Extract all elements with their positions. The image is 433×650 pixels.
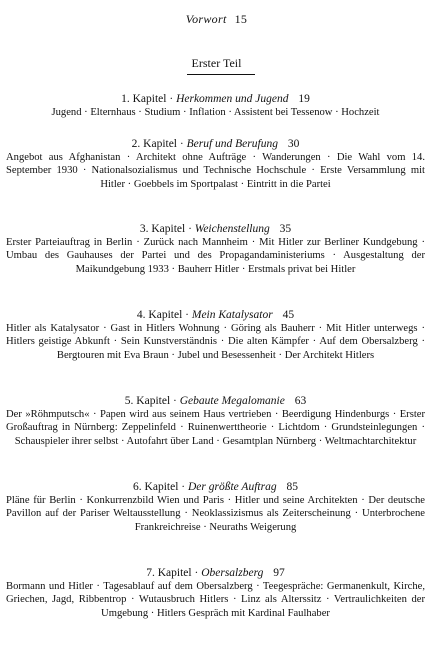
chapter-label: 4. Kapitel · — [136, 309, 189, 321]
chapter-page: 97 — [273, 567, 285, 579]
chapter-entry-6 — [6, 480, 425, 534]
chapter-page: 30 — [287, 138, 300, 150]
chapter-page: 19 — [298, 93, 310, 105]
chapter-title: Beruf und Berufung — [186, 138, 278, 150]
chapter-label: 7. Kapitel · — [146, 567, 199, 579]
chapter-entry-1 — [6, 92, 425, 119]
chapter-page: 45 — [282, 309, 295, 321]
chapter-heading — [6, 222, 425, 236]
running-head-title: Vorwort — [185, 12, 227, 26]
chapter-topics: Erster Parteiauftrag in Berlin · Zurück nach Mannheim · Mit Hitler zur Berliner Kundgebung · Umbau des Gauhauses der Partei und des Propagandaministeriums · Ausgestaltung der Maikundgebung 1933 · Bauherr Hitler · Erstmals privat bei Hitler — [6, 237, 425, 275]
chapter-topics: Angebot aus Afghanistan · Architekt ohne Aufträge · Wanderungen · Die Wahl vom 14. September 1930 · Nationalsozialismus und Technische Hochschule · Erste Versammlung mit Hitler · Goebbels im Sportpalast · Eintritt in die Partei — [6, 152, 425, 190]
chapter-label: 1. Kapitel · — [121, 93, 174, 105]
chapter-label: 6. Kapitel · — [133, 481, 186, 493]
running-head — [0, 12, 433, 27]
chapter-entry-5 — [6, 394, 425, 448]
chapter-topics: Pläne für Berlin · Konkurrenzbild Wien und Paris · Hitler und seine Architekten · Der deutsche Pavillon auf der Pariser Weltausstellung · Neoklassizismus als Zeiterscheinung · Unterbrochene Frankreichreise · Neuraths Weigerung — [6, 495, 425, 533]
chapter-entry-4 — [6, 308, 425, 362]
chapter-label: 5. Kapitel · — [124, 395, 177, 407]
chapter-heading — [6, 394, 425, 408]
chapter-heading — [6, 137, 425, 151]
chapter-title: Obersalzberg — [201, 567, 264, 579]
chapter-label: 2. Kapitel · — [131, 138, 184, 150]
chapter-title: Weichenstellung — [194, 223, 270, 235]
part-title-text: Erster Teil — [191, 56, 242, 70]
chapter-page: 35 — [279, 223, 292, 235]
chapter-heading — [6, 480, 425, 494]
chapter-title: Herkommen und Jugend — [176, 93, 289, 105]
chapter-entry-3 — [6, 222, 425, 276]
chapter-topics: Jugend · Elternhaus · Studium · Inflation · Assistent bei Tessenow · Hochzeit — [51, 107, 380, 118]
chapter-topics: Hitler als Katalysator · Gast in Hitlers Wohnung · Göring als Bauherr · Mit Hitler unterwegs · Hitlers geistige Abkunft · Sein Kunstverständnis · Die alten Kämpfer · Auf dem Obersalzberg · Bergtouren mit Eva Braun · Jubel und Besessenheit · Der Architekt Hitlers — [6, 323, 425, 361]
part-title — [0, 56, 433, 71]
chapter-topics: Der »Röhmputsch« · Papen wird aus seinem Haus vertrieben · Beerdigung Hindenburgs · Erster Großauftrag in Nürnberg: Zeppelinfeld · Ruinenwerttheorie · Lichtdom · Grundsteinlegungen · Schauspieler ihrer selbst · Autofahrt über Land · Gesamtplan Nürnberg · Weltmachtarchitektur — [6, 409, 425, 447]
chapter-heading — [6, 308, 425, 322]
chapter-title: Mein Katalysator — [191, 309, 273, 321]
chapter-title: Der größte Auftrag — [187, 481, 277, 493]
title-underline — [187, 74, 255, 75]
chapter-heading — [6, 566, 425, 580]
chapter-topics: Bormann und Hitler · Tagesablauf auf dem Obersalzberg · Teegespräche: Germanenkult, Kirche, Griechen, Jagd, Ribbentrop · Wutausbruch Hitlers · Linz als Alterssitz · Vertraulichkeiten der Umgebung · Hitlers Gespräch mit Kardinal Faulhaber — [6, 581, 425, 619]
chapter-page: 85 — [286, 481, 298, 493]
chapter-title: Gebaute Megalomanie — [179, 395, 285, 407]
chapter-entry-2 — [6, 137, 425, 191]
chapter-label: 3. Kapitel · — [139, 223, 192, 235]
chapter-page: 63 — [294, 395, 307, 407]
chapter-entry-7 — [6, 566, 425, 620]
chapter-heading — [6, 92, 425, 106]
page-number: 15 — [234, 12, 248, 26]
